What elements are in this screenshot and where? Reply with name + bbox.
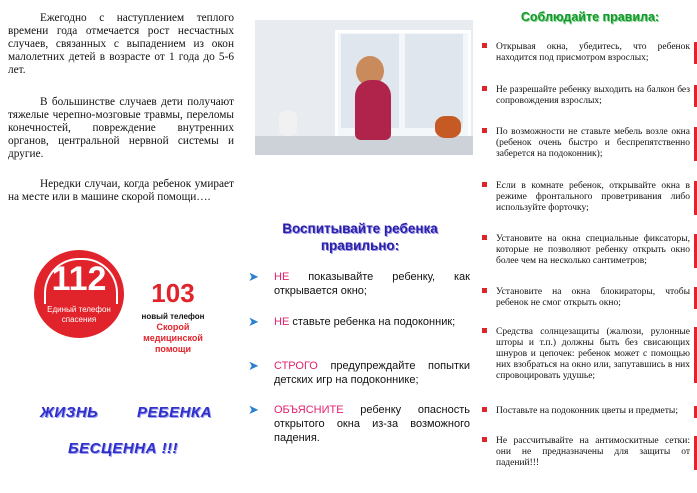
slogan-word-1: ЖИЗНЬ: [40, 404, 99, 421]
safety-item: [496, 287, 690, 309]
safety-item-text: По возможности не ставьте мебель возле окна (ребенок очень быстро и беспрепятственно заберется на подоконник);: [496, 127, 690, 159]
life-slogan-line1: [40, 404, 220, 421]
rule-item: [248, 314, 470, 329]
safety-item-text: Если в комнате ребенок, открывайте окна в режиме фронтального проветривания либо используйте форточку;: [496, 181, 690, 213]
arrow-icon: ➤: [248, 314, 259, 329]
bullet-icon: [482, 328, 487, 333]
middle-heading: Воспитывайте ребенка правильно:: [282, 221, 438, 253]
safety-item: [496, 406, 690, 417]
safety-item: [496, 327, 690, 382]
ambulance-103-number: 103: [151, 278, 195, 308]
bullet-icon: [482, 43, 487, 48]
safety-item: [496, 127, 690, 160]
right-column: [478, 0, 697, 493]
flower-pot: [435, 116, 461, 138]
safety-item-text: Не разрешайте ребенку выходить на балкон без сопровождения взрослых;: [496, 85, 690, 106]
bullet-icon: [482, 407, 487, 412]
bullet-icon: [482, 235, 487, 240]
rule-item: [248, 358, 470, 387]
bullet-icon: [482, 437, 487, 442]
arrow-icon: ➤: [248, 358, 259, 373]
child-figure: [355, 80, 391, 140]
safety-item: [496, 436, 690, 469]
rule-keyword: СТРОГО: [274, 360, 318, 372]
safety-item: [496, 234, 690, 267]
life-slogan-line2: БЕСЦЕННА !!!: [68, 440, 179, 457]
bullet-icon: [482, 288, 487, 293]
emergency-112-number: 112: [51, 260, 107, 298]
window-pane-right: [405, 34, 463, 128]
bullet-icon: [482, 86, 487, 91]
slogan-word-2: РЕБЕНКА: [136, 404, 212, 421]
safety-item: [496, 181, 690, 214]
safety-item-text: Не рассчитывайте на антимоскитные сетки: они не предназначены для защиты от падений!!!: [496, 436, 690, 468]
bullet-icon: [482, 128, 487, 133]
rule-keyword: ОБЪЯСНИТЕ: [274, 404, 344, 416]
intro-paragraph-3: Нередки случаи, когда ребенок умирает на месте или в машине скорой помощи….: [8, 178, 234, 203]
emergency-112-logo: [34, 250, 124, 338]
ambulance-103-caption1: новый телефон: [141, 312, 205, 321]
safety-item-text: Открывая окна, убедитесь, что ребенок находится под присмотром взрослых;: [496, 42, 690, 63]
arrow-icon: ➤: [248, 402, 259, 417]
child-window-photo: [255, 20, 473, 155]
rule-text: ребенку опасность открытого окна из-за возможного падения.: [274, 404, 470, 444]
safety-item: [496, 85, 690, 107]
toy-bunny: [279, 110, 297, 136]
ambulance-103-caption2: Скорой медицинской помощи: [143, 322, 203, 354]
safety-item-text: Средства солнцезащиты (жалюзи, рулонные шторы и т.п.) должны быть без свисающих шнуров и цепочек: ребенок может с помощью них взобраться на окно или, запутавшись в них спровоцировать удушье;: [496, 327, 690, 381]
intro-paragraph-1: Ежегодно с наступлением теплого времени года отмечается рост несчастных случаев, связанных с выпадением из окон малолетних детей в возрасте от 1 года до 5-6 лет.: [8, 12, 234, 76]
rule-text: предупреждайте попытки детских игр на подоконнике;: [274, 360, 470, 386]
middle-column: [248, 0, 468, 493]
safety-item-text: Поставьте на подоконник цветы и предметы;: [496, 406, 678, 416]
intro-paragraph-2: В большинстве случаев дети получают тяжелые черепно-мозговые травмы, переломы конечностей, повреждение внутренних органов, центральной нервной системы и другие.: [8, 96, 234, 160]
arrow-icon: ➤: [248, 269, 259, 284]
left-column: [0, 0, 240, 493]
safety-item: [496, 42, 690, 64]
emergency-112-caption: Единый телефон спасения: [47, 305, 111, 324]
rule-item: [248, 402, 470, 445]
rule-item: [248, 269, 470, 298]
rule-text: ставьте ребенка на подоконник;: [289, 316, 456, 328]
bullet-icon: [482, 182, 487, 187]
right-heading: Соблюдайте правила:: [520, 10, 660, 24]
safety-item-text: Установите на окна специальные фиксаторы, которые не позволяют ребенку открыть окно более чем на несколько сантиметров;: [496, 234, 690, 266]
safety-item-text: Установите на окна блокираторы, чтобы ребенок не смог открыть окно;: [496, 287, 690, 308]
rule-keyword: НЕ: [274, 316, 290, 328]
rule-text: показывайте ребенку, как открывается окно;: [274, 271, 470, 297]
rule-keyword: НЕ: [274, 271, 290, 283]
